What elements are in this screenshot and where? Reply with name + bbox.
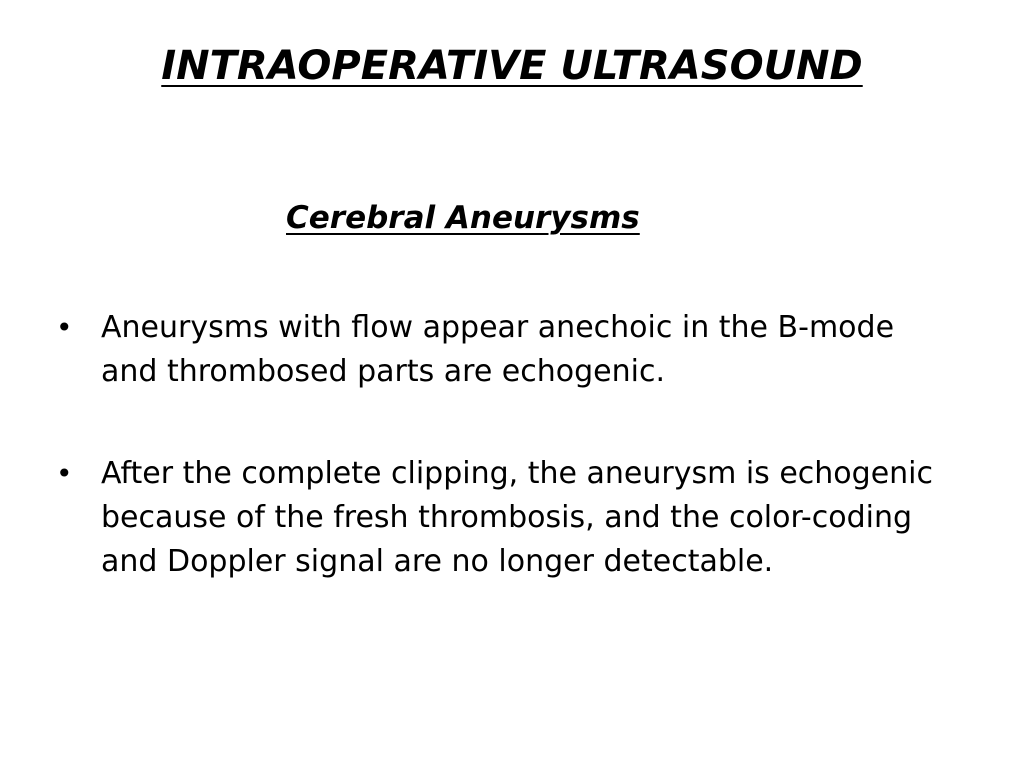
- slide-title-text: INTRAOPERATIVE ULTRASOUND: [161, 43, 863, 89]
- bullet-item: [56, 306, 956, 394]
- bullet-marker-icon: •: [56, 311, 73, 344]
- bullet-item: [56, 452, 956, 584]
- bullet-text: After the complete clipping, the aneurysm is echogenic because of the fresh thrombosis, and the color-coding and Doppler signal are no longer detectable.: [101, 456, 934, 579]
- bullet-text: Aneurysms with flow appear anechoic in the B-mode and thrombosed parts are echogenic.: [101, 310, 895, 389]
- slide-title: [0, 38, 1024, 94]
- slide-subheading: Cerebral Aneurysms: [286, 200, 640, 236]
- bullet-list: [56, 306, 956, 642]
- bullet-marker-icon: •: [56, 457, 73, 490]
